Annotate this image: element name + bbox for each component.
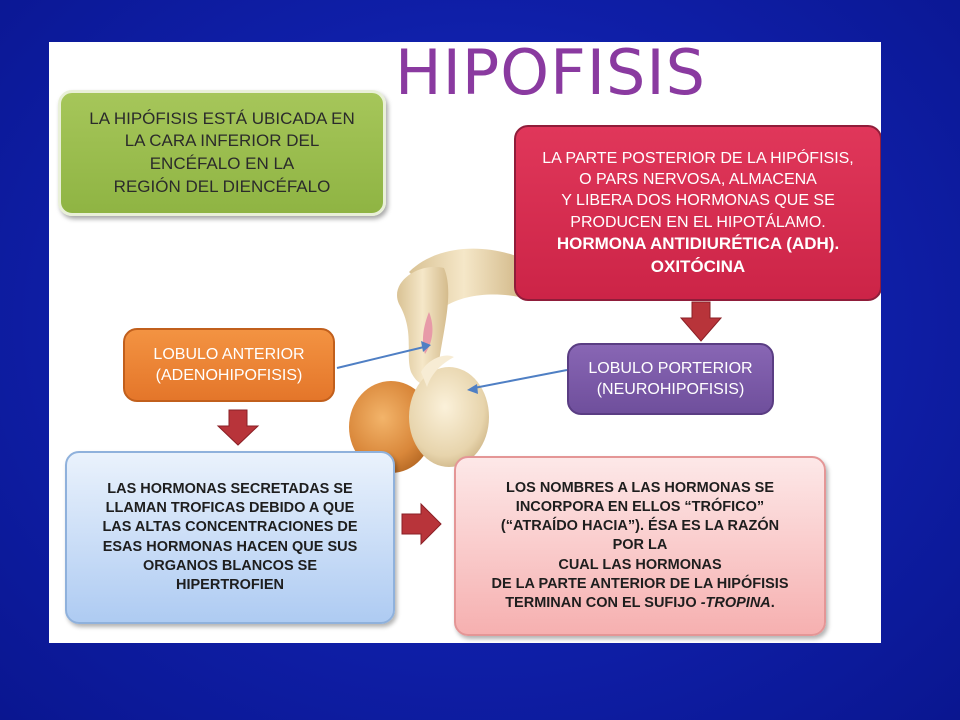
- names-last-prefix: TERMINAN CON EL SUFIJO: [505, 595, 701, 612]
- names-line: INCORPORA EN ELLOS “TRÓFICO”: [515, 498, 765, 515]
- arrow-down-anterior: [218, 410, 258, 445]
- arrow-down-posterior: [681, 302, 721, 341]
- hormone-names-box: [454, 456, 826, 636]
- trophic-hormones-box: [65, 451, 395, 624]
- tropina-suffix: -TROPINA: [700, 595, 771, 612]
- pituitary-gland-illustration: [349, 249, 519, 473]
- location-line: REGIÓN DEL DIENCÉFALO: [113, 176, 331, 196]
- location-line: ENCÉFALO EN LA: [149, 154, 295, 173]
- hormone-oxytocin: OXITÓCINA: [650, 256, 746, 276]
- gland-stalk: [397, 267, 448, 384]
- names-last-end: .: [770, 595, 775, 612]
- slide: [49, 42, 881, 643]
- anterior-lobe-line: (ADENOHIPOFISIS): [155, 367, 303, 384]
- posterior-lobe-line: LOBULO PORTERIOR: [588, 359, 753, 377]
- hormones-line: ESAS HORMONAS HACEN QUE SUS: [102, 538, 358, 555]
- names-line: CUAL LAS HORMONAS: [558, 556, 722, 573]
- anterior-lobe-label: [123, 328, 335, 402]
- names-last-line: [505, 594, 775, 613]
- names-line: (“ATRAÍDO HACIA”). ÉSA ES LA RAZÓN: [500, 518, 780, 535]
- posterior-line: Y LIBERA DOS HORMONAS QUE SE: [561, 192, 835, 210]
- hormones-line: LAS ALTAS CONCENTRACIONES DE: [102, 519, 358, 536]
- hormones-line: ORGANOS BLANCOS SE: [142, 557, 317, 574]
- hormones-line: LLAMAN TROFICAS DEBIDO A QUE: [105, 499, 355, 516]
- anterior-lobe-line: LOBULO ANTERIOR: [153, 345, 305, 363]
- page-title: HIPOFISIS: [395, 42, 707, 109]
- posterior-lobe-line: (NEUROHIPOFISIS): [596, 381, 745, 398]
- names-line: POR LA: [612, 537, 668, 554]
- posterior-lobe-label: [567, 343, 774, 415]
- posterior-part-box: [514, 125, 881, 301]
- posterior-line: O PARS NERVOSA, ALMACENA: [579, 171, 817, 189]
- names-line: LOS NOMBRES A LAS HORMONAS SE: [506, 479, 774, 496]
- arrow-right: [402, 504, 441, 544]
- names-line: DE LA PARTE ANTERIOR DE LA HIPÓFISIS: [491, 575, 789, 592]
- hormones-line: LAS HORMONAS SECRETADAS SE: [107, 480, 353, 497]
- location-line: LA HIPÓFISIS ESTÁ UBICADA EN: [89, 108, 355, 128]
- location-box: [58, 90, 386, 216]
- hormones-line: HIPERTROFIEN: [176, 577, 284, 594]
- posterior-lobe-shape: [409, 367, 489, 467]
- posterior-line: PRODUCEN EN EL HIPOTÁLAMO.: [570, 213, 826, 231]
- posterior-line: LA PARTE POSTERIOR DE LA HIPÓFISIS,: [542, 149, 854, 167]
- location-line: LA CARA INFERIOR DEL: [124, 131, 320, 151]
- hormone-adh: HORMONA ANTIDIURÉTICA (ADH).: [556, 233, 840, 253]
